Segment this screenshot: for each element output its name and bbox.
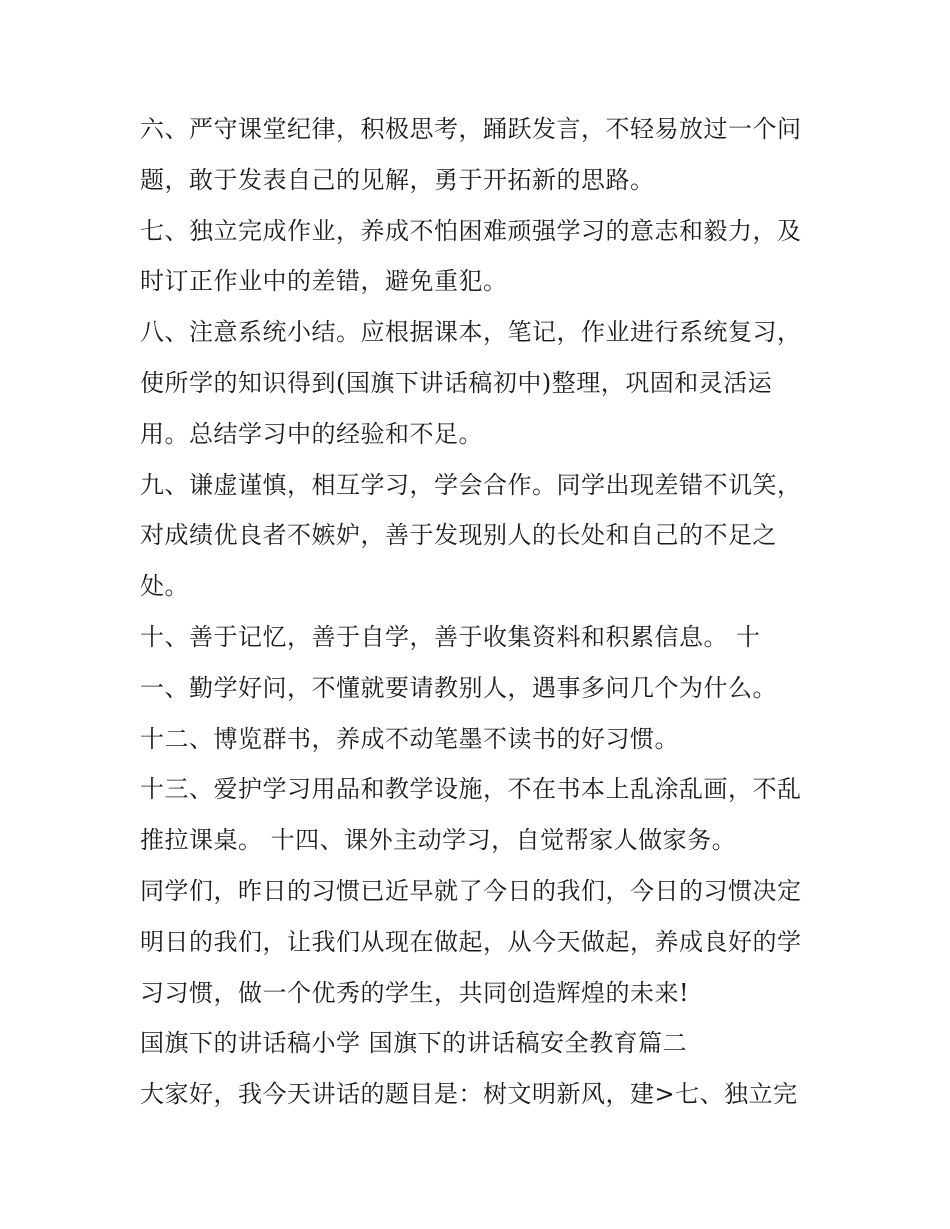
text-line: 题，敢于发表自己的见解，勇于开拓新的思路。 [140,165,655,194]
text-line: 用。总结学习中的经验和不足。 [140,419,483,448]
text-line: 处。 [140,572,189,601]
text-line: 明日的我们，让我们从现在做起，从今天做起，养成良好的学 [140,927,802,956]
text-line: 同学们，昨日的习惯已近早就了今日的我们，今日的习惯决定 [140,876,802,905]
text-line: 七、独立完成作业，养成不怕困难顽强学习的意志和毅力，及 [140,216,802,245]
text-line: 十、善于记忆，善于自学，善于收集资料和积累信息。 十 [140,622,761,651]
text-line: 大家好，我今天讲话的题目是：树文明新风，建>七、独立完 [140,1080,798,1109]
text-line: 十三、爱护学习用品和教学设施，不在书本上乱涂乱画，不乱 [140,775,802,804]
text-line: 十二、博览群书，养成不动笔墨不读书的好习惯。 [140,724,679,753]
text-line: 对成绩优良者不嫉妒，善于发现别人的长处和自己的不足之 [140,521,777,550]
text-line: 习习惯，做一个优秀的学生，共同创造辉煌的未来! [140,978,690,1007]
text-line: 使所学的知识得到(国旗下讲话稿初中)整理，巩固和灵活运 [140,368,773,397]
document-body [140,104,820,1120]
text-line: 一、勤学好问，不懂就要请教别人，遇事多问几个为什么。 [140,673,777,702]
section-heading: 国旗下的讲话稿小学 国旗下的讲话稿安全教育篇二 [140,1029,688,1058]
text-line: 九、谦虚谨慎，相互学习，学会合作。同学出现差错不讥笑， [140,470,802,499]
text-line: 推拉课桌。 十四、课外主动学习，自觉帮家人做家务。 [140,826,737,855]
text-line: 六、严守课堂纪律，积极思考，踊跃发言，不轻易放过一个问 [140,115,802,143]
text-line: 时订正作业中的差错，避免重犯。 [140,267,508,296]
text-line: 八、注意系统小结。应根据课本，笔记，作业进行系统复习， [140,318,802,347]
